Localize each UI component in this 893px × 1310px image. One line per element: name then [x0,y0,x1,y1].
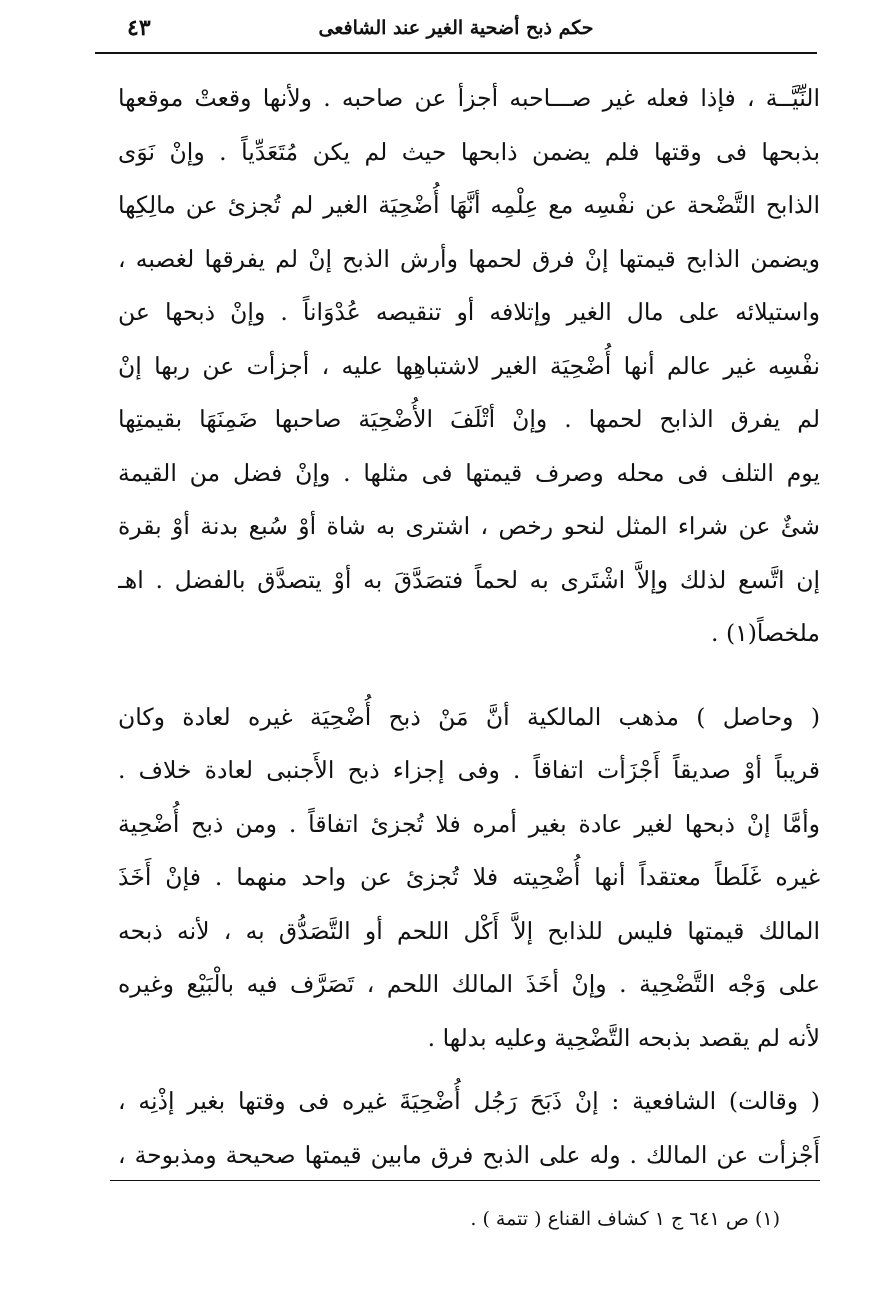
body-text [118,72,820,1182]
text-line: واستيلائه على مال الغير وإتلافه أو تنقيصه عُدْوَاناً . وإنْ ذبحها عن [118,298,820,326]
page-number: ٤٣ [127,15,151,41]
header-title: حكم ذبح أضحية الغير عند الشافعى [318,17,594,39]
text-line: ملخصاً(١) . [711,619,820,647]
running-header [95,14,817,54]
text-line: المالك قيمتها فليس للذابح إلاَّ أَكْل اللحم أو التَّصَدُّق به ، لأنه ذبحه [118,916,820,945]
text-line: على وَجْه التَّضْحِية . وإنْ أخَذَ المالك اللحم ، تَصَرَّف فيه بالْبَيْع وغيره [118,970,820,998]
text-line: نفْسِه غير عالم أنها أُضْحِيَة الغير لاشتباهِها عليه ، أجزأت عن ربها إنْ [118,351,820,380]
paragraph-spacer [118,1065,820,1075]
text-line: إن اتَّسع لذلك وإلاَّ اشْتَرى به لحماً فتصَدَّقَ به أوْ يتصدَّق بالفضل . اهـ [118,565,820,594]
text-line: بذبحها فى وقتها فلم يضمن ذابحها حيث لم يكن مُتَعَدِّياً . وإنْ نَوَى [118,137,820,166]
text-line: لأنه لم يقصد بذبحه التَّضْحِية وعليه بدلها . [427,1023,820,1052]
text-line: شئٌ عن شراء المثل لنحو رخص ، اشترى به شاة أوْ سُبع بدنة أوْ بقرة [118,512,820,540]
header-divider [95,52,817,54]
text-line: ويضمن الذابح قيمتها إنْ فرق لحمها وأرش الذبح إنْ لم يفرقها لغصبه ، [118,244,820,273]
text-line: ( وحاصل ) مذهب المالكية أنَّ مَنْ ذبح أُضْحِيَة غيره لعادة وكان [118,702,820,731]
paragraph-spacer [118,661,820,691]
footnote-divider [110,1180,820,1181]
text-line: قريباً أوْ صديقاً أَجْزَأت اتفاقاً . وفى إجزاء ذبح الأَجنبى لعادة خلاف . [118,756,820,784]
paragraph-maliki [118,691,820,1066]
text-line: أَجْزأت عن المالك . وله على الذبح فرق مابين قيمتها صحيحة ومذبوحة ، [118,1140,820,1169]
paragraph-shafii [118,1075,820,1182]
text-line: ( وقالت) الشافعية : إنْ ذَبَحَ رَجُل أُضْحِيَةَ غيره فى وقتها بغير إذْنِه ، [118,1087,820,1115]
text-line: وأمَّا إنْ ذبحها لغير عادة بغير أمره فلا تُجزئ اتفاقاً . ومن ذبح أُضْحِية [118,809,820,838]
paragraph-hanbali-summary [118,72,820,661]
text-line: الذابح التَّضْحة عن نفْسِه مع عِلْمِه أنَّهَا أُضْحِيَة الغير لم تُجزئ عن مالِكِها [118,191,820,219]
footnote: (١) ص ٦٤١ ج ١ كشاف القناع ( تتمة ) . [470,1208,780,1230]
text-line: يوم التلف فى محله وصرف قيمتها فى مثلها . وإنْ فضل من القيمة [118,458,820,487]
text-line: غيره غَلَطاً معتقداً أنها أُضْحِيته فلا تُجزئ عن واحد منهما . فإنْ أَخَذَ [118,863,820,891]
text-line: النِّيَّــة ، فإذا فعله غير صـــاحبه أجزأ عن صاحبه . ولأنها وقعتْ موقعها [118,84,820,112]
text-line: لم يفرق الذابح لحمها . وإنْ أتْلَفَ الأُضْحِيَة صاحبها ضَمِنَهَا بقيمتِها [118,405,820,433]
